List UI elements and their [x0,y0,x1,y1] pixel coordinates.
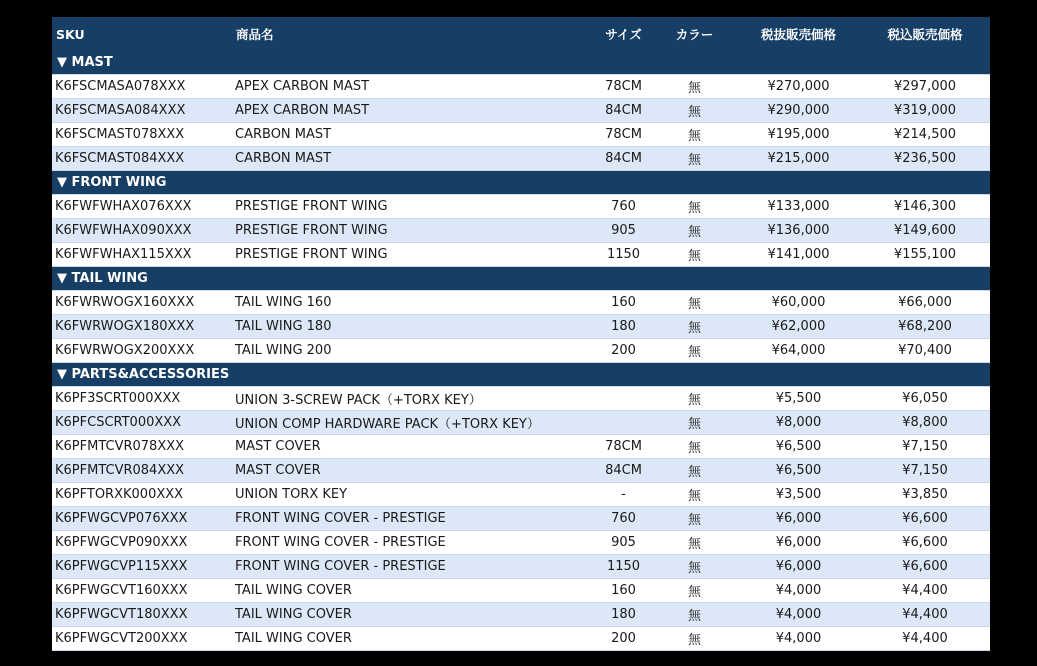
category-row[interactable] [52,171,990,195]
color-cell: 無 [652,579,737,603]
price-incl-tax-cell: ¥297,000 [860,75,990,99]
table-row [52,387,990,411]
product-name-cell: UNION COMP HARDWARE PACK（+TORX KEY） [232,411,595,435]
header-size: サイズ [595,17,652,51]
sku-cell: K6PFWGCVP076XXX [52,507,232,531]
price-incl-tax-cell: ¥68,200 [860,315,990,339]
price-excl-tax-cell: ¥62,000 [737,315,860,339]
sku-cell: K6FSCMASA078XXX [52,75,232,99]
product-name-cell: APEX CARBON MAST [232,99,595,123]
sku-cell: K6PFMTCVR078XXX [52,435,232,459]
color-cell: 無 [652,483,737,507]
table-row [52,531,990,555]
category-label: ▼ TAIL WING [52,267,990,291]
price-excl-tax-cell: ¥141,000 [737,243,860,267]
sku-cell: K6PFMTCVR084XXX [52,459,232,483]
color-cell: 無 [652,123,737,147]
product-name-cell: PRESTIGE FRONT WING [232,243,595,267]
sku-cell: K6PFCSCRT000XXX [52,411,232,435]
table-row [52,147,990,171]
color-cell: 無 [652,195,737,219]
category-row[interactable] [52,363,990,387]
table-row [52,195,990,219]
product-name-cell: UNION 3-SCREW PACK（+TORX KEY） [232,387,595,411]
sku-cell: K6FWFWHAX090XXX [52,219,232,243]
price-incl-tax-cell: ¥149,600 [860,219,990,243]
sku-cell: K6PFWGCVT180XXX [52,603,232,627]
price-incl-tax-cell: ¥6,600 [860,555,990,579]
header-color: カラー [652,17,737,51]
product-name-cell: FRONT WING COVER - PRESTIGE [232,507,595,531]
table-row [52,507,990,531]
price-excl-tax-cell: ¥6,000 [737,507,860,531]
size-cell [595,387,652,411]
price-table [52,17,990,651]
price-list-sheet [52,17,990,651]
table-row [52,603,990,627]
product-name-cell: CARBON MAST [232,147,595,171]
price-incl-tax-cell: ¥66,000 [860,291,990,315]
header-row [52,17,990,51]
header-price-excl-tax: 税抜販売価格 [737,17,860,51]
category-label: ▼ MAST [52,51,990,75]
size-cell [595,411,652,435]
product-name-cell: TAIL WING COVER [232,579,595,603]
color-cell: 無 [652,555,737,579]
size-cell: 1150 [595,243,652,267]
sku-cell: K6FWRWOGX180XXX [52,315,232,339]
table-row [52,123,990,147]
size-cell: 180 [595,315,652,339]
size-cell: 200 [595,627,652,651]
price-excl-tax-cell: ¥3,500 [737,483,860,507]
price-incl-tax-cell: ¥214,500 [860,123,990,147]
price-incl-tax-cell: ¥155,100 [860,243,990,267]
sku-cell: K6FWRWOGX200XXX [52,339,232,363]
price-excl-tax-cell: ¥215,000 [737,147,860,171]
product-name-cell: TAIL WING COVER [232,603,595,627]
sku-cell: K6FSCMAST078XXX [52,123,232,147]
table-row [52,291,990,315]
sku-cell: K6FSCMAST084XXX [52,147,232,171]
table-row [52,459,990,483]
price-excl-tax-cell: ¥6,000 [737,531,860,555]
category-label: ▼ FRONT WING [52,171,990,195]
price-excl-tax-cell: ¥136,000 [737,219,860,243]
size-cell: 1150 [595,555,652,579]
color-cell: 無 [652,147,737,171]
color-cell: 無 [652,435,737,459]
price-incl-tax-cell: ¥7,150 [860,459,990,483]
table-row [52,627,990,651]
price-excl-tax-cell: ¥270,000 [737,75,860,99]
size-cell: 78CM [595,123,652,147]
price-incl-tax-cell: ¥6,600 [860,531,990,555]
table-row [52,339,990,363]
sku-cell: K6FSCMASA084XXX [52,99,232,123]
table-row [52,99,990,123]
sku-cell: K6PFWGCVP115XXX [52,555,232,579]
size-cell: 84CM [595,147,652,171]
product-name-cell: CARBON MAST [232,123,595,147]
price-incl-tax-cell: ¥6,600 [860,507,990,531]
table-row [52,411,990,435]
price-excl-tax-cell: ¥64,000 [737,339,860,363]
price-incl-tax-cell: ¥236,500 [860,147,990,171]
product-name-cell: MAST COVER [232,435,595,459]
price-excl-tax-cell: ¥4,000 [737,579,860,603]
price-excl-tax-cell: ¥290,000 [737,99,860,123]
category-label: ▼ PARTS&ACCESSORIES [52,363,990,387]
product-name-cell: TAIL WING COVER [232,627,595,651]
size-cell: 760 [595,507,652,531]
product-name-cell: UNION TORX KEY [232,483,595,507]
price-incl-tax-cell: ¥319,000 [860,99,990,123]
sku-cell: K6PFTORXK000XXX [52,483,232,507]
price-incl-tax-cell: ¥4,400 [860,603,990,627]
product-name-cell: PRESTIGE FRONT WING [232,219,595,243]
price-excl-tax-cell: ¥5,500 [737,387,860,411]
price-incl-tax-cell: ¥3,850 [860,483,990,507]
color-cell: 無 [652,459,737,483]
size-cell: 760 [595,195,652,219]
table-row [52,315,990,339]
size-cell: 78CM [595,75,652,99]
price-incl-tax-cell: ¥70,400 [860,339,990,363]
price-excl-tax-cell: ¥6,000 [737,555,860,579]
sku-cell: K6PFWGCVP090XXX [52,531,232,555]
sku-cell: K6FWRWOGX160XXX [52,291,232,315]
size-cell: 160 [595,291,652,315]
size-cell: 78CM [595,435,652,459]
color-cell: 無 [652,99,737,123]
header-price-incl-tax: 税込販売価格 [860,17,990,51]
table-row [52,483,990,507]
size-cell: 84CM [595,459,652,483]
price-excl-tax-cell: ¥133,000 [737,195,860,219]
product-name-cell: FRONT WING COVER - PRESTIGE [232,531,595,555]
table-row [52,219,990,243]
sku-cell: K6PFWGCVT200XXX [52,627,232,651]
product-name-cell: FRONT WING COVER - PRESTIGE [232,555,595,579]
color-cell: 無 [652,387,737,411]
price-excl-tax-cell: ¥195,000 [737,123,860,147]
color-cell: 無 [652,627,737,651]
sku-cell: K6PF3SCRT000XXX [52,387,232,411]
size-cell: 905 [595,531,652,555]
price-incl-tax-cell: ¥146,300 [860,195,990,219]
sku-cell: K6PFWGCVT160XXX [52,579,232,603]
price-excl-tax-cell: ¥8,000 [737,411,860,435]
table-row [52,555,990,579]
price-excl-tax-cell: ¥4,000 [737,603,860,627]
price-excl-tax-cell: ¥60,000 [737,291,860,315]
size-cell: 180 [595,603,652,627]
size-cell: 200 [595,339,652,363]
price-incl-tax-cell: ¥4,400 [860,579,990,603]
product-name-cell: PRESTIGE FRONT WING [232,195,595,219]
sku-cell: K6FWFWHAX115XXX [52,243,232,267]
color-cell: 無 [652,531,737,555]
color-cell: 無 [652,219,737,243]
product-name-cell: APEX CARBON MAST [232,75,595,99]
header-sku: SKU [52,17,232,51]
size-cell: 905 [595,219,652,243]
table-body [52,51,990,651]
price-incl-tax-cell: ¥6,050 [860,387,990,411]
product-name-cell: TAIL WING 180 [232,315,595,339]
price-excl-tax-cell: ¥6,500 [737,435,860,459]
size-cell: - [595,483,652,507]
table-row [52,579,990,603]
price-incl-tax-cell: ¥8,800 [860,411,990,435]
table-row [52,435,990,459]
product-name-cell: TAIL WING 200 [232,339,595,363]
color-cell: 無 [652,243,737,267]
price-incl-tax-cell: ¥7,150 [860,435,990,459]
color-cell: 無 [652,507,737,531]
category-row[interactable] [52,267,990,291]
size-cell: 84CM [595,99,652,123]
price-incl-tax-cell: ¥4,400 [860,627,990,651]
size-cell: 160 [595,579,652,603]
product-name-cell: TAIL WING 160 [232,291,595,315]
product-name-cell: MAST COVER [232,459,595,483]
category-row[interactable] [52,51,990,75]
price-excl-tax-cell: ¥6,500 [737,459,860,483]
table-row [52,75,990,99]
color-cell: 無 [652,291,737,315]
table-header [52,17,990,51]
color-cell: 無 [652,75,737,99]
color-cell: 無 [652,339,737,363]
color-cell: 無 [652,315,737,339]
header-product-name: 商品名 [232,17,595,51]
color-cell: 無 [652,603,737,627]
sku-cell: K6FWFWHAX076XXX [52,195,232,219]
table-row [52,243,990,267]
price-excl-tax-cell: ¥4,000 [737,627,860,651]
color-cell: 無 [652,411,737,435]
